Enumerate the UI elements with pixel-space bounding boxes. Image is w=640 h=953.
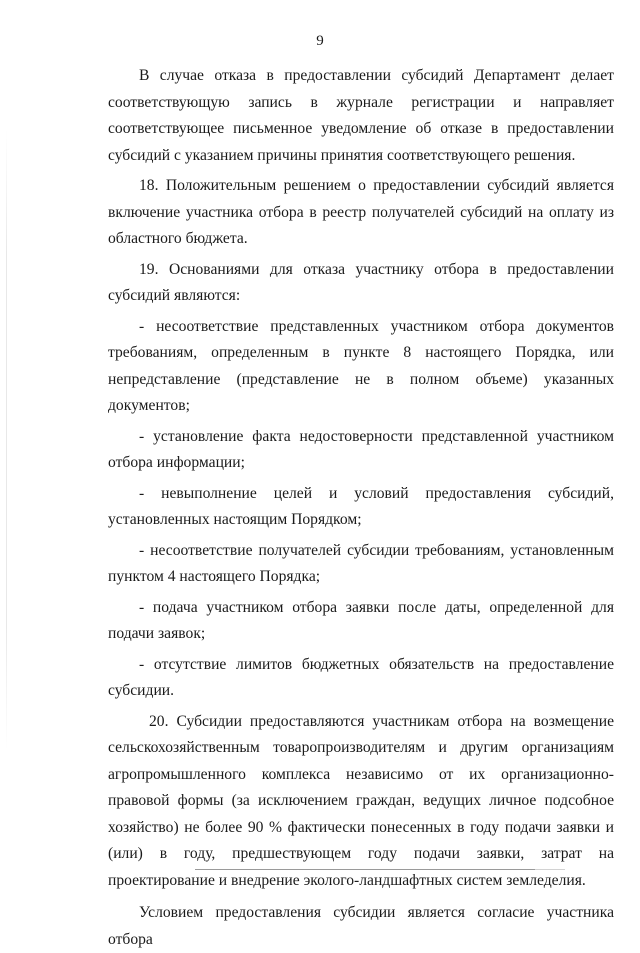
list-item-late-application: - подача участником отбора заявки после даты, определенной для подачи заявок; — [108, 598, 614, 642]
paragraph-refusal-notice: В случае отказа в предоставлении субсидий Департамент делает соответствующую запись в журнале регистрации и направляет соответствующее письменное уведомление об отказе в предоставлении субсидий с указанием причины принятия соответствующего решения. — [108, 67, 614, 164]
scan-edge-shadow — [6, 130, 7, 750]
paragraph-19-refusal-grounds: 19. Основаниями для отказа участнику отбора в предоставлении субсидий являются: — [108, 260, 614, 304]
paragraph-subsidy-condition: Условием предоставления субсидии является согласие участника отбора — [108, 904, 614, 948]
paragraph-20-subsidy-purpose: 20. Субсидии предоставляются участникам отбора на возмещение сельскохозяйственным товаропроизводителям и другим организациям агропромышленного комплекса независимо от их организационно-правовой формы (за исключением граждан, ведущих личное подсобное хозяйство) не более 90 % фактически понесенных в году подачи заявки и (или) в году, предшествующем году подачи заявки, затрат на проектирование и внедрение эколого-ландшафтных систем земледелия. — [108, 712, 614, 889]
list-item-goals-not-met: - невыполнение целей и условий предоставления субсидий, установленных настоящим Порядком; — [108, 484, 614, 528]
paragraph-18-positive-decision: 18. Положительным решением о предоставлении субсидий является включение участника отбора в реестр получателей субсидий на оплату из областного бюджета. — [108, 177, 614, 247]
document-body — [108, 63, 614, 953]
page-number: 9 — [316, 33, 324, 49]
list-item-documents-mismatch: - несоответствие представленных участником отбора документов требованиям, определенным в пункте 8 настоящего Порядка, или непредставление (представление не в полном объеме) указанных документов; — [108, 317, 614, 414]
list-item-requirements-mismatch: - несоответствие получателей субсидии требованиям, установленным пунктом 4 настоящего Порядка; — [108, 541, 614, 585]
list-item-false-information: - установление факта недостоверности представленной участником отбора информации; — [108, 427, 614, 471]
footer-rule — [195, 869, 535, 870]
footer-rule-faint — [535, 869, 565, 870]
list-item-no-budget-limits: - отсутствие лимитов бюджетных обязательств на предоставление субсидии. — [108, 655, 614, 699]
